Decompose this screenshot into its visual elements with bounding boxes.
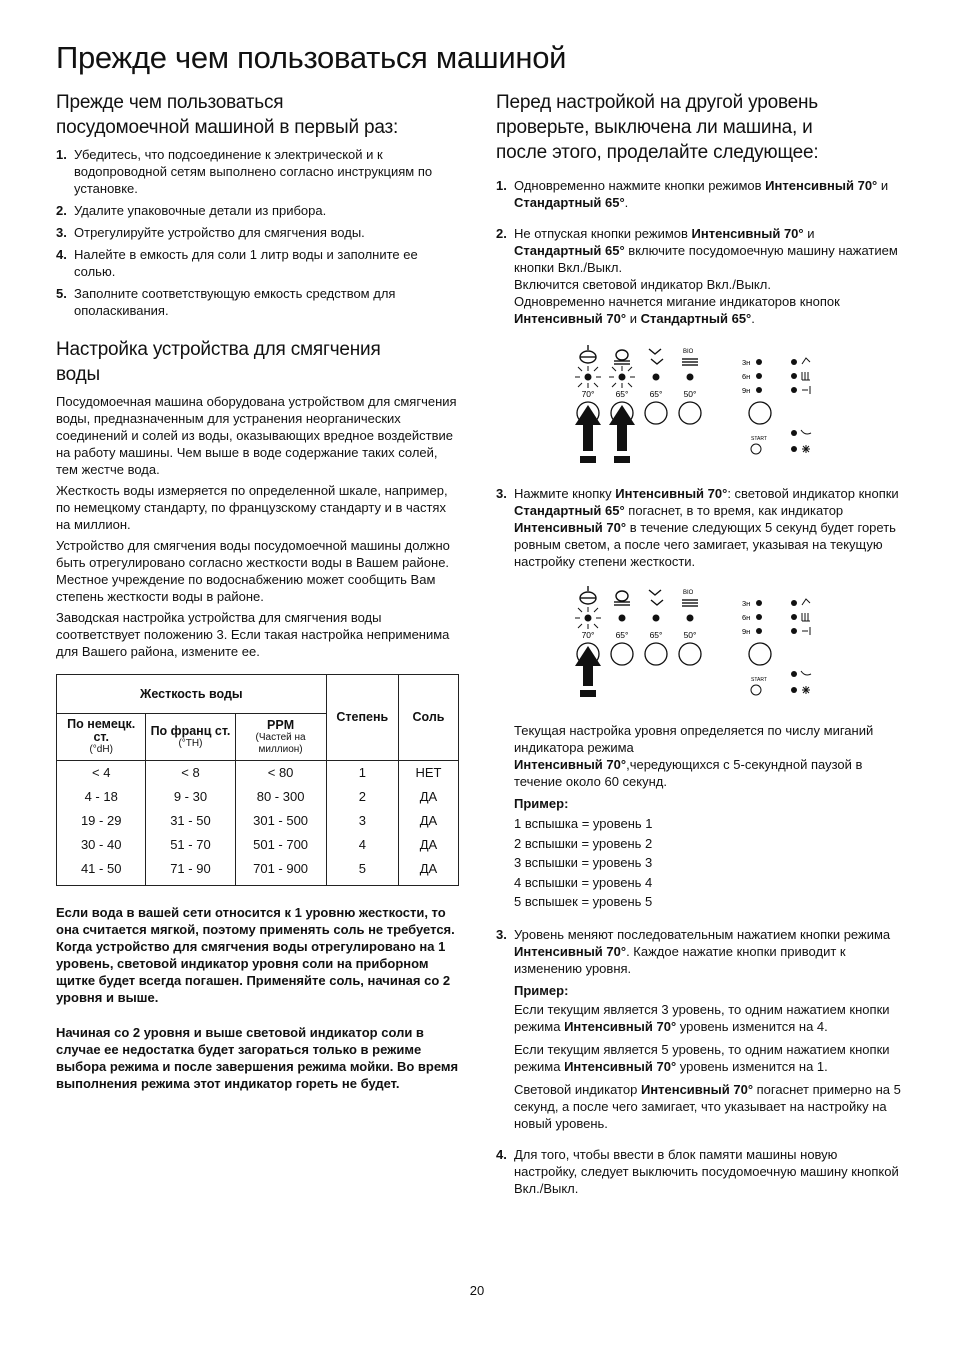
delay-label: 9н xyxy=(742,627,751,636)
rinse-button xyxy=(645,402,667,424)
softener-text xyxy=(56,393,461,660)
bio-label: BIO xyxy=(683,349,694,355)
list-item: 1. Убедитесь, что подсоединение к электрической и к водопроводной сетям выполнено согласно инструкциям по установке. xyxy=(56,147,433,196)
column-ppm-values xyxy=(235,761,326,886)
delay-button xyxy=(749,643,771,665)
example-line: 1 вспышка = уровень 1 xyxy=(514,816,653,831)
page-title: Прежде чем пользоваться машиной xyxy=(56,40,567,75)
list-item: 1. Одновременно нажмите кнопки режимов Интенсивный 70° и Стандартный 65°. xyxy=(496,178,889,210)
intensive-program-icon xyxy=(580,345,596,363)
delay-label: 6н xyxy=(742,613,751,622)
hardness-table xyxy=(56,674,459,886)
list-item: 3. Отрегулируйте устройство для смягчения воды. xyxy=(56,225,365,240)
table-cell: 9 - 30 xyxy=(173,789,208,804)
example-line: 4 вспышки = уровень 4 xyxy=(514,874,653,890)
list-item: 3. Нажмите кнопку Интенсивный 70°: световой индикатор кнопки Стандартный 65° погаснет, в то время, как индикатор Интенсивный 70° в течение следующих 5 секунд будет гореть ровным светом, а после чего замигает, указывая на текущую настройку степени жесткости. xyxy=(496,486,899,569)
start-label: START xyxy=(751,677,767,683)
column-level-values xyxy=(326,761,398,886)
table-cell: 3 xyxy=(358,813,366,828)
control-panel-diagram-1 xyxy=(556,341,816,473)
temp-label: 70° xyxy=(581,630,595,640)
column-de-values xyxy=(57,761,146,886)
temp-label: 65° xyxy=(649,630,663,640)
section-heading-first-use: Прежде чем пользоваться посудомоечной машиной в первый раз: xyxy=(56,92,399,138)
on-off-icon xyxy=(802,386,810,394)
list-item: 2. Не отпуская кнопки режимов Интенсивный 70° и Стандартный 65° включите посудомоечную машину нажатием кнопки Вкл./Выкл. Включится световой индикатор Вкл./Выкл. Одновременно начнется мигание индикаторов кнопок Интенсивный 70° и Стандартный 65°. xyxy=(496,226,898,326)
table-cell: 41 - 50 xyxy=(80,861,122,876)
delay-label: 3н xyxy=(742,599,751,608)
table-cell: 31 - 50 xyxy=(170,813,211,828)
list-item: 5. Заполните соответствующую емкость средством для ополаскивания. xyxy=(56,286,396,318)
left-column xyxy=(56,90,461,1092)
table-cell: < 8 xyxy=(181,765,200,780)
temp-label: 65° xyxy=(649,389,663,399)
temp-label: 50° xyxy=(683,630,697,640)
paragraph: Текущая настройка уровня определяется по числу миганий индикатора режима Интенсивный 70°,чередующихся с 5-секундной паузой в течение около 60 секунд. xyxy=(514,723,874,789)
example-title: Пример: xyxy=(514,982,569,998)
table-cell: ДА xyxy=(419,789,438,804)
warning-salt-indicator: Начиная со 2 уровня и выше световой индикатор соли в случае ее недостатка будет загораться только в режиме выбора режима и после завершения режима мойки. Во время выполнения режима этот индикатор гореть не будет. xyxy=(56,1025,459,1091)
intensive-program-icon xyxy=(580,586,596,604)
change-level-steps-cont xyxy=(496,485,901,570)
paragraph: Устройство для смягчения воды посудомоечной машины должно быть отрегулировано согласно жесткости воды в Вашем районе. Местное учреждение по водоснабжению может сообщить Вам степень жесткости воды в районе. xyxy=(56,538,450,604)
indicator-led xyxy=(687,374,694,381)
right-column xyxy=(496,90,901,1202)
column-header-salt: Соль xyxy=(398,675,458,761)
example-line: 5 вспышек = уровень 5 xyxy=(514,894,653,909)
salt-icon xyxy=(802,599,810,605)
press-arrows xyxy=(575,405,635,463)
indicator-led xyxy=(653,374,660,381)
bio-program-icon xyxy=(682,359,698,365)
table-cell: 51 - 70 xyxy=(170,837,211,852)
warning-soft-water: Если вода в вашей сети относится к 1 уровню жесткости, то она считается мягкой, поэтому применять соль не требуется. Когда устройство для смягчения воды отрегулировано на 1 уровень, световой индикатор уровня соли на приборном щитке будет всегда погашен. Применяйте соль, начиная со 2 уровня и выше. xyxy=(56,905,455,1005)
temp-label: 65° xyxy=(615,630,629,640)
rinse-aid-icon xyxy=(802,372,810,380)
change-level-steps xyxy=(496,177,901,327)
bio-button xyxy=(679,643,701,665)
indicator-led xyxy=(687,615,694,622)
delay-label: 6н xyxy=(742,372,751,381)
bio-label: BIO xyxy=(683,590,694,596)
temp-label: 70° xyxy=(581,389,595,399)
table-cell: 5 xyxy=(358,861,366,876)
table-cell: < 4 xyxy=(91,765,111,780)
table-cell: 19 - 29 xyxy=(80,813,122,828)
temp-label: 50° xyxy=(683,389,697,399)
list-item: 2. Удалите упаковочные детали из прибора. xyxy=(56,203,327,218)
column-salt-values xyxy=(398,761,458,886)
delay-button xyxy=(749,402,771,424)
delay-label: 3н xyxy=(742,358,751,367)
on-off-icon xyxy=(802,627,810,635)
column-header-de: По немецк. ст. (°dH) xyxy=(57,714,146,761)
example-line: 3 вспышки = уровень 3 xyxy=(514,855,653,870)
table-cell: ДА xyxy=(419,861,438,876)
list-item: 4. Налейте в емкость для соли 1 литр воды и заполните ее солью. xyxy=(56,247,418,279)
start-icon xyxy=(751,685,761,695)
indicator-led xyxy=(619,374,626,381)
table-cell: НЕТ xyxy=(415,765,442,780)
example2-block xyxy=(496,983,901,1132)
column-header-level: Степень xyxy=(326,675,398,761)
table-cell: 501 - 700 xyxy=(253,837,309,852)
paragraph: Световой индикатор Интенсивный 70° погаснет примерно на 5 секунд, а после чего замигает, что указывает на настройку на новый уровень. xyxy=(514,1081,901,1131)
column-header-fr: По франц ст. (°TH) xyxy=(146,714,235,761)
list-item: 3. Уровень меняют последовательным нажатием кнопки режима Интенсивный 70°. Каждое нажатие кнопки приводит к изменению уровня. xyxy=(496,926,891,976)
table-cell: 80 - 300 xyxy=(256,789,305,804)
temp-label: 65° xyxy=(615,389,629,399)
normal-button xyxy=(611,643,633,665)
rinse-button xyxy=(645,643,667,665)
table-cell: 4 xyxy=(358,837,366,852)
flash-icon xyxy=(802,686,810,694)
table-cell: < 80 xyxy=(267,765,294,780)
normal-program-icon xyxy=(614,591,630,605)
first-use-steps xyxy=(56,146,461,319)
table-cell: ДА xyxy=(419,837,438,852)
paragraph: Заводская настройка устройства для смягчения воды соответствует положению 3. Если такая настройка неприменима для Вашего района, измените ее. xyxy=(56,610,450,659)
indicator-led xyxy=(619,615,626,622)
paragraph: Если текущим является 5 уровень, то одним нажатием кнопки режима Интенсивный 70° уровень изменится на 1. xyxy=(514,1041,890,1074)
page-number: 20 xyxy=(469,1283,485,1298)
table-cell: 1 xyxy=(358,765,366,780)
table-cell: 2 xyxy=(358,789,366,804)
indicator-led xyxy=(653,615,660,622)
table-cell: 30 - 40 xyxy=(80,837,122,852)
end-icon xyxy=(801,671,811,675)
section-heading-change-level: Перед настройкой на другой уровень проверьте, выключена ли машина, и после этого, проделайте следующее: xyxy=(496,92,819,163)
column-header-ppm: PPM (Частей на миллион) xyxy=(235,714,326,761)
rinse-aid-icon xyxy=(802,613,810,621)
flash-icon xyxy=(802,445,810,453)
indicator-led xyxy=(585,615,592,622)
salt-icon xyxy=(802,358,810,364)
table-cell: 4 - 18 xyxy=(84,789,118,804)
bio-button xyxy=(679,402,701,424)
delay-label: 9н xyxy=(742,386,751,395)
rinse-program-icon xyxy=(649,590,663,605)
table-cell: 301 - 500 xyxy=(253,813,309,828)
start-label: START xyxy=(751,436,767,442)
column-fr-values xyxy=(146,761,235,886)
table-cell: 701 - 900 xyxy=(253,861,309,876)
list-item: 4. Для того, чтобы ввести в блок памяти машины новую настройку, следует выключить посудомоечную машину кнопкой Вкл./Выкл. xyxy=(496,1146,899,1196)
end-icon xyxy=(801,430,811,434)
example-line: 2 вспышки = уровень 2 xyxy=(514,835,653,851)
table-cell: 71 - 90 xyxy=(170,861,211,876)
section-heading-softener: Настройка устройства для смягчения воды xyxy=(56,339,381,385)
table-group-header: Жесткость воды xyxy=(57,675,327,714)
paragraph: Жесткость воды измеряется по определенной шкале, например, по немецкому стандарту, по французскому стандарту и в частях на миллион. xyxy=(56,483,448,532)
paragraph: Если текущим является 3 уровень, то одним нажатием кнопки режима Интенсивный 70° уровень изменится на 4. xyxy=(514,1001,890,1034)
paragraph: Посудомоечная машина оборудована устройством для смягчения воды, предназначенным для устранения неорганических соединений и солей из воды, оказывающих вредное воздействие на работу машины. Чем выше в воде содержание таких солей, тем жестче вода. xyxy=(56,394,457,477)
table-cell: ДА xyxy=(419,813,438,828)
indicator-led xyxy=(585,374,592,381)
current-level-block xyxy=(496,722,901,912)
rinse-program-icon xyxy=(649,349,663,364)
control-panel-diagram-2 xyxy=(556,582,816,698)
bio-program-icon xyxy=(682,600,698,606)
change-level-steps-cont2 xyxy=(496,926,901,977)
change-level-steps-final xyxy=(496,1146,901,1197)
start-icon xyxy=(751,444,761,454)
normal-program-icon xyxy=(614,350,630,364)
example-title: Пример: xyxy=(514,796,569,811)
